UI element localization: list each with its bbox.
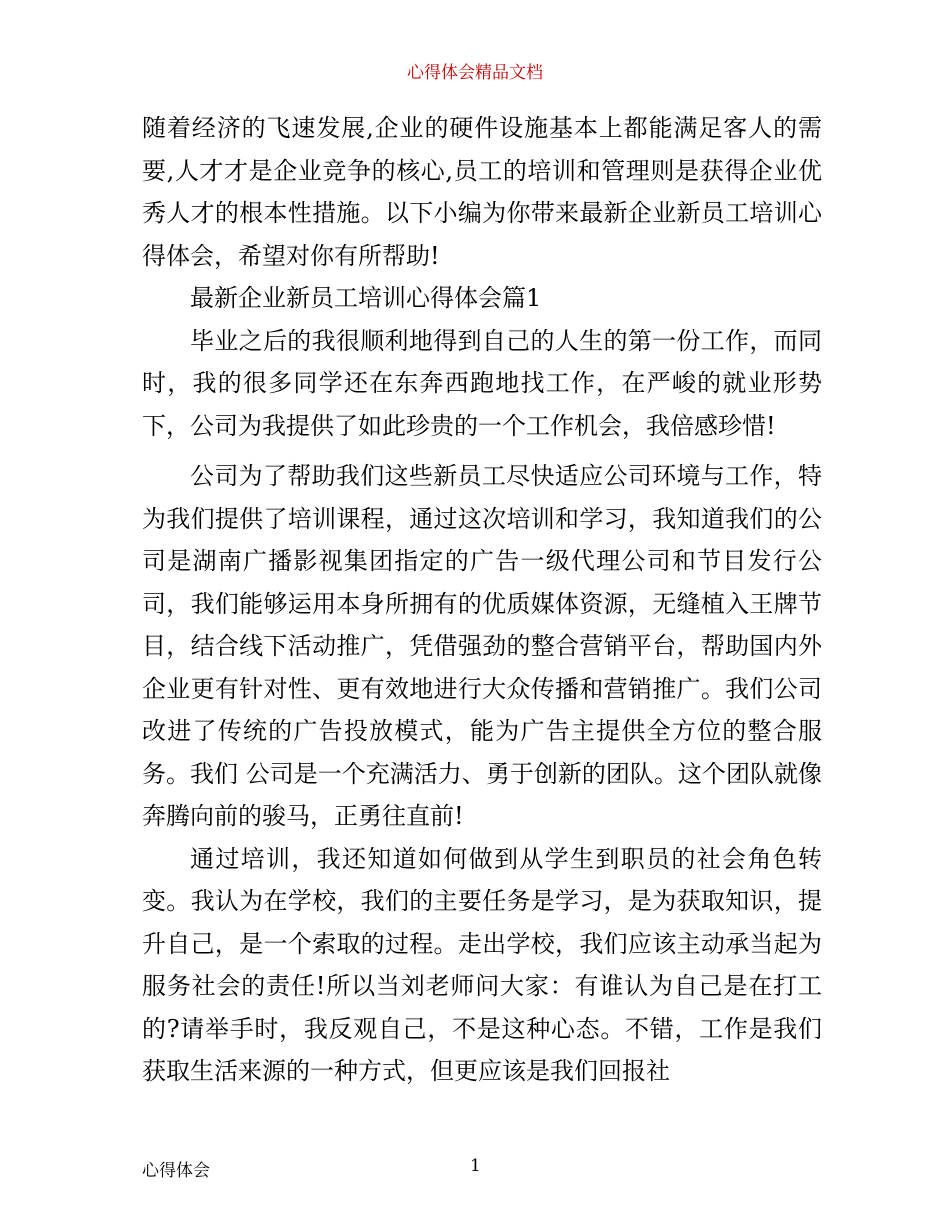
intro-paragraph: 随着经济的飞速发展,企业的硬件设施基本上都能满足客人的需要,人才才是企业竞争的核心,员工的培训和管理则是获得企业优秀人才的根本性措施。以下小编为你带来最新企业新员工培训心得体会，希望对你有所帮助!: [142, 114, 822, 270]
body-paragraph: 毕业之后的我很顺利地得到自己的人生的第一份工作，而同时，我的很多同学还在东奔西跑地找工作，在严峻的就业形势下，公司为我提供了如此珍贵的一个工作机会，我倍感珍惜!: [142, 326, 822, 440]
body-paragraph: 公司为了帮助我们这些新员工尽快适应公司环境与工作，特为我们提供了培训课程，通过这次培训和学习，我知道我们的公司是湖南广播影视集团指定的广告一级代理公司和节目发行公司，我们能够运用本身所拥有的优质媒体资源，无缝植入王牌节目，结合线下活动推广，凭借强劲的整合营销平台，帮助国内外企业更有针对性、更有效地进行大众传播和营销推广。我们公司改进了传统的广告投放模式，能为广告主提供全方位的整合服务。我们 公司是一个充满活力、勇于创新的团队。这个团队就像奔腾向前的骏马，正勇往直前!: [142, 462, 822, 830]
page-header-title: 心得体会精品文档: [407, 63, 543, 83]
footer-label: 心得体会: [142, 1161, 210, 1181]
document-body: [142, 107, 822, 1093]
page-number: 1: [470, 1156, 481, 1176]
body-paragraph: 通过培训，我还知道如何做到从学生到职员的社会角色转变。我认为在学校，我们的主要任务是学习，是为获取知识，提升自己，是一个索取的过程。走出学校，我们应该主动承当起为服务社会的责任!所以当刘老师问大家：有谁认为自己是在打工的?请举手时，我反观自己，不是这种心态。不错，工作是我们获取生活来源的一种方式，但更应该是我们回报社: [142, 844, 822, 1085]
section-heading: 最新企业新员工培训心得体会篇1: [190, 284, 542, 312]
